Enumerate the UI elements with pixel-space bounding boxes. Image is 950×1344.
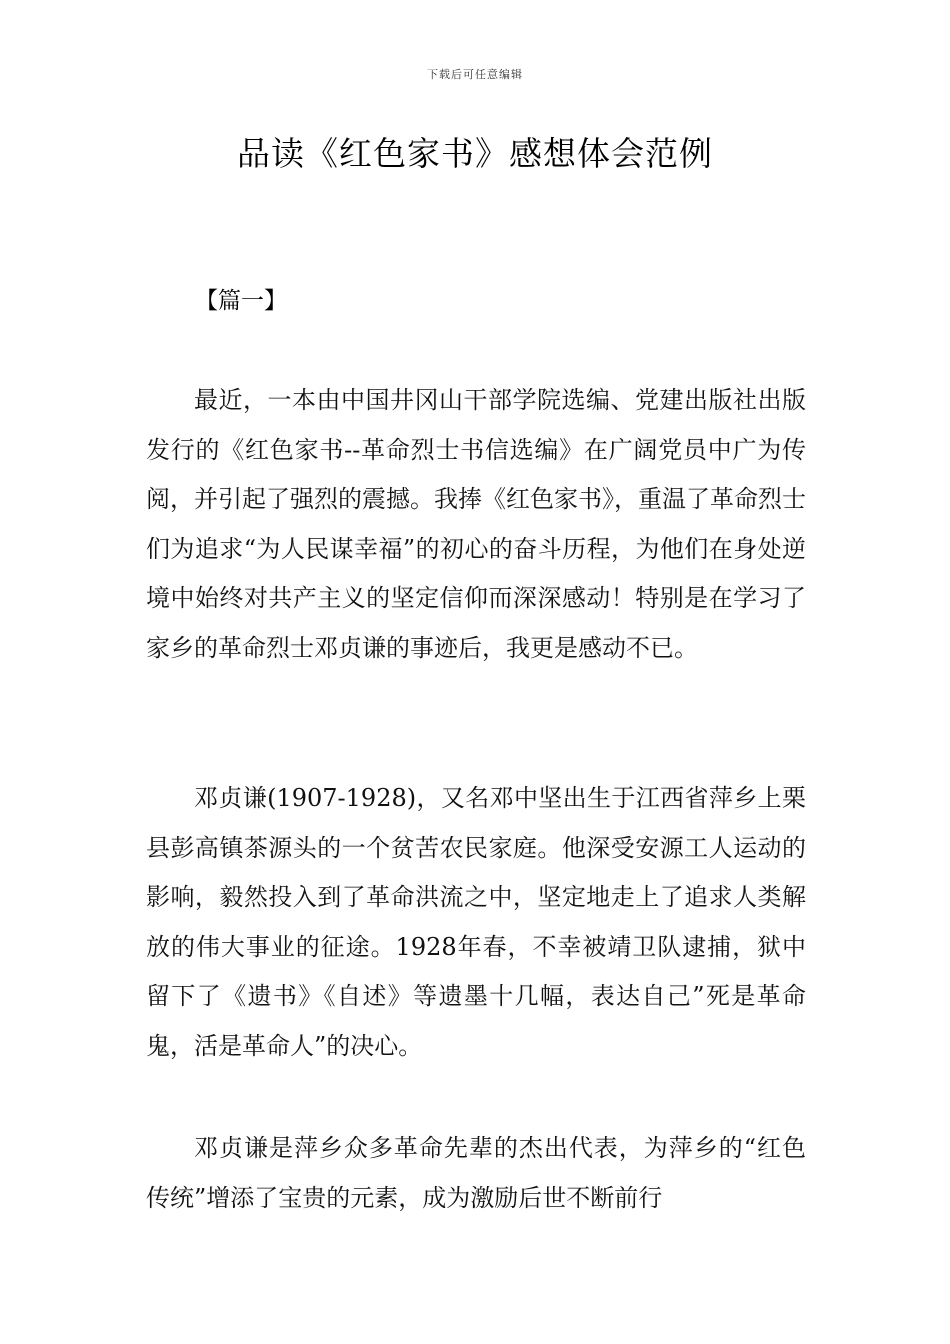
paragraph-3: 邓贞谦是萍乡众多革命先辈的杰出代表，为萍乡的“红色传统”增添了宝贵的元素，成为激励后世不断前行 (146, 1134, 806, 1212)
header-note: 下载后可任意编辑 (427, 68, 523, 81)
paragraph-1: 最近，一本由中国井冈山干部学院选编、党建出版社出版发行的《红色家书--革命烈士书信选编》在广阔党员中广为传阅，并引起了强烈的震撼。我捧《红色家书》，重温了革命烈士们为追求“为人民谋幸福”的初心的奋斗历程，为他们在身处逆境中始终对共产主义的坚定信仰而深深感动！特别是在学习了家乡的革命烈士邓贞谦的事迹后，我更是感动不已。 (146, 386, 806, 662)
paragraph-2: 邓贞谦(1907-1928)，又名邓中坚出生于江西省萍乡上栗县彭高镇茶源头的一个贫苦农民家庭。他深受安源工人运动的影响，毅然投入到了革命洪流之中，坚定地走上了追求人类解放的伟大事业的征途。1928年春，不幸被靖卫队逮捕，狱中留下了《遗书》《自述》等遗墨十几幅，表达自己”死是革命鬼，活是革命人”的决心。 (146, 784, 806, 1060)
section-label: 【篇一】 (195, 288, 287, 314)
page-title: 品读《红色家书》感想体会范例 (237, 134, 713, 173)
